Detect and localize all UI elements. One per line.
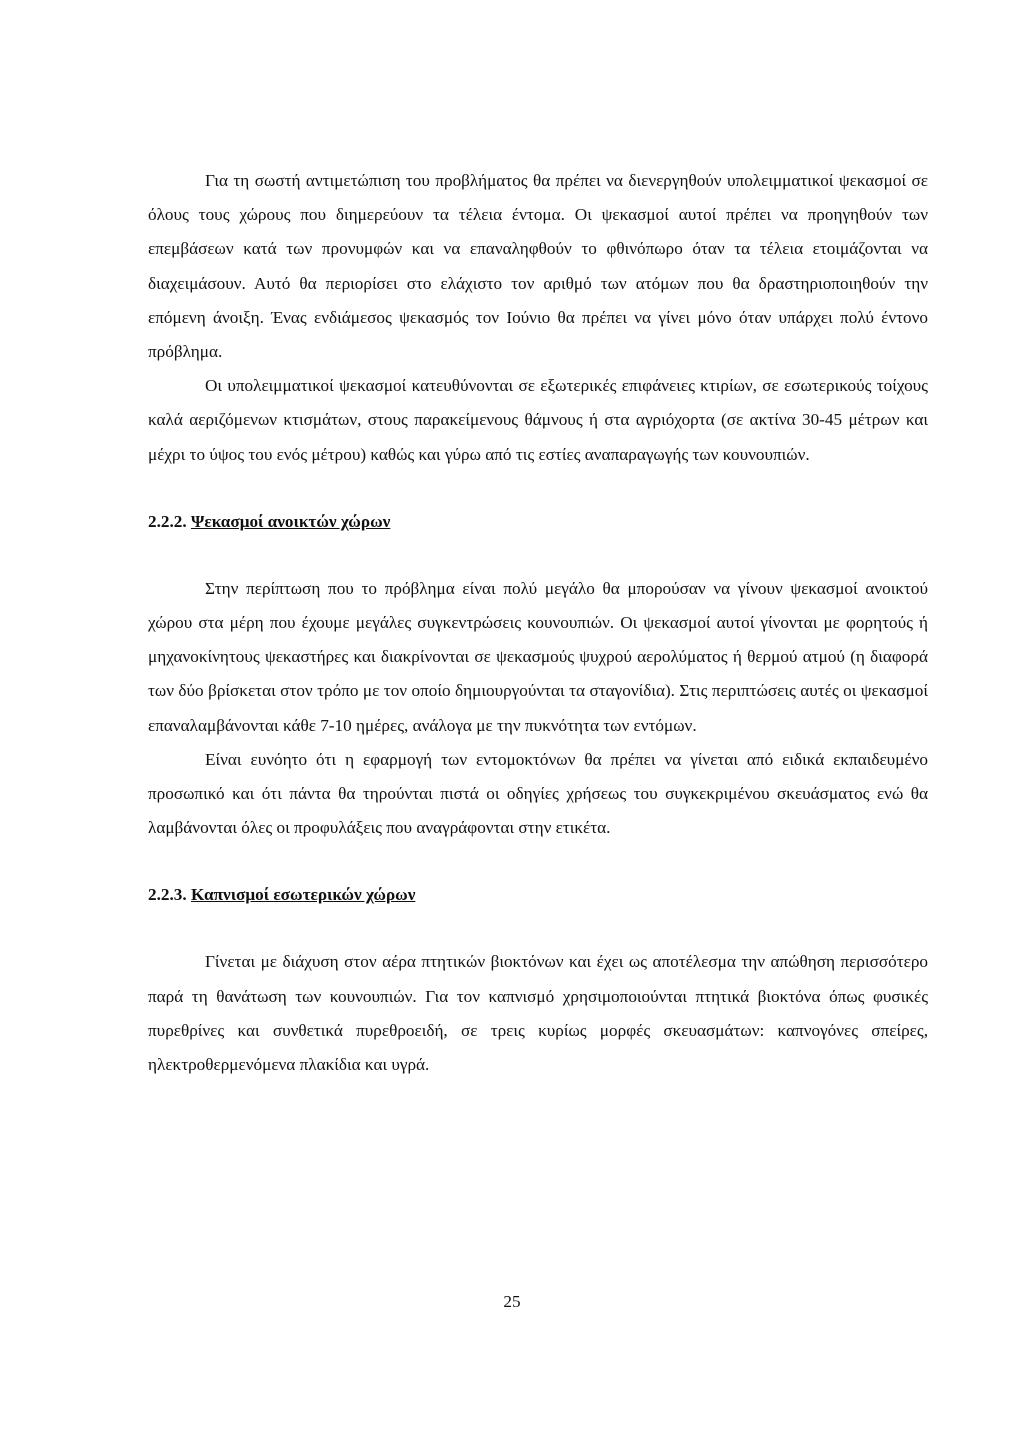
section-heading-indoor-fumigation bbox=[148, 883, 928, 907]
section-number: 2.2.2. bbox=[148, 511, 187, 531]
section-heading-open-space-spraying bbox=[148, 510, 928, 534]
paragraph-spray-targets: Οι υπολειμματικοί ψεκασμοί κατευθύνονται σε εξωτερικές επιφάνειες κτιρίων, σε εσωτερικούς τοίχους καλά αεριζόμενων κτισμάτων, στους παρακείμενους θάμνους ή στα αγριόχορτα (σε ακτίνα 30-45 μέτρων και μέχρι το ύψος του ενός μέτρου) καθώς και γύρω από τις εστίες αναπαραγωγής των κουνουπιών. bbox=[148, 376, 928, 464]
section-number: 2.2.3. bbox=[148, 885, 187, 905]
paragraph-trained-personnel: Είναι ευνόητο ότι η εφαρμογή των εντομοκτόνων θα πρέπει να γίνεται από ειδικά εκπαιδευμένο προσωπικό και ότι πάντα θα τηρούνται πιστά οι οδηγίες χρήσεως του συγκεκριμένου σκευάσματος ενώ θα λαμβάνονται όλες οι προφυλάξεις που αναγράφονται στην ετικέτα. bbox=[148, 749, 928, 838]
page-number: 25 bbox=[503, 1292, 521, 1311]
paragraph-open-space-spraying: Στην περίπτωση που το πρόβλημα είναι πολύ μεγάλο θα μπορούσαν να γίνουν ψεκασμοί ανοικτού χώρου στα μέρη που έχουμε μεγάλες συγκεντρώσεις κουνουπιών. Οι ψεκασμοί αυτοί γίνονται με φορητούς ή μηχανοκίνητους ψεκαστήρες και διακρίνονται σε ψεκασμούς ψυχρού αερολύματος ή θερμού ατμού (η διαφορά των δύο βρίσκεται στον τρόπο με τον οποίο δημιουργούνται τα σταγονίδια). Στις περιπτώσεις αυτές οι ψεκασμοί επαναλαμβάνονται κάθε 7-10 ημέρες, ανάλογα με την πυκνότητα των εντόμων. bbox=[148, 578, 928, 735]
section-title: Καπνισμοί εσωτερικών χώρων bbox=[190, 885, 416, 905]
section-title: Ψεκασμοί ανοικτών χώρων bbox=[190, 511, 391, 531]
document-body bbox=[148, 164, 928, 1082]
paragraph-residual-spraying: Για τη σωστή αντιμετώπιση του προβλήματος θα πρέπει να διενεργηθούν υπολειμματικοί ψεκασμοί σε όλους τους χώρους που διημερεύουν τα τέλεια έντομα. Οι ψεκασμοί αυτοί πρέπει να προηγηθούν των επεμβάσεων κατά των προνυμφών και να επαναληφθούν το φθινόπωρο όταν τα τέλεια ετοιμάζονται να διαχειμάσουν. Αυτό θα περιορίσει στο ελάχιστο τον αριθμό των ατόμων που θα δραστηριοποιηθούν την επόμενη άνοιξη. Ένας ενδιάμεσος ψεκασμός τον Ιούνιο θα πρέπει να γίνει μόνο όταν υπάρχει πολύ έντονο πρόβλημα. bbox=[148, 171, 928, 362]
paragraph-indoor-fumigation: Γίνεται με διάχυση στον αέρα πτητικών βιοκτόνων και έχει ως αποτέλεσμα την απώθηση περισσότερο παρά τη θανάτωση των κουνουπιών. Για τον καπνισμό χρησιμοποιούνται πτητικά βιοκτόνα όπως φυσικές πυρεθρίνες και συνθετικά πυρεθροειδή, σε τρεις κυρίως μορφές σκευασμάτων: καπνογόνες σπείρες, ηλεκτροθερμενόμενα πλακίδια και υγρά. bbox=[148, 952, 928, 1075]
